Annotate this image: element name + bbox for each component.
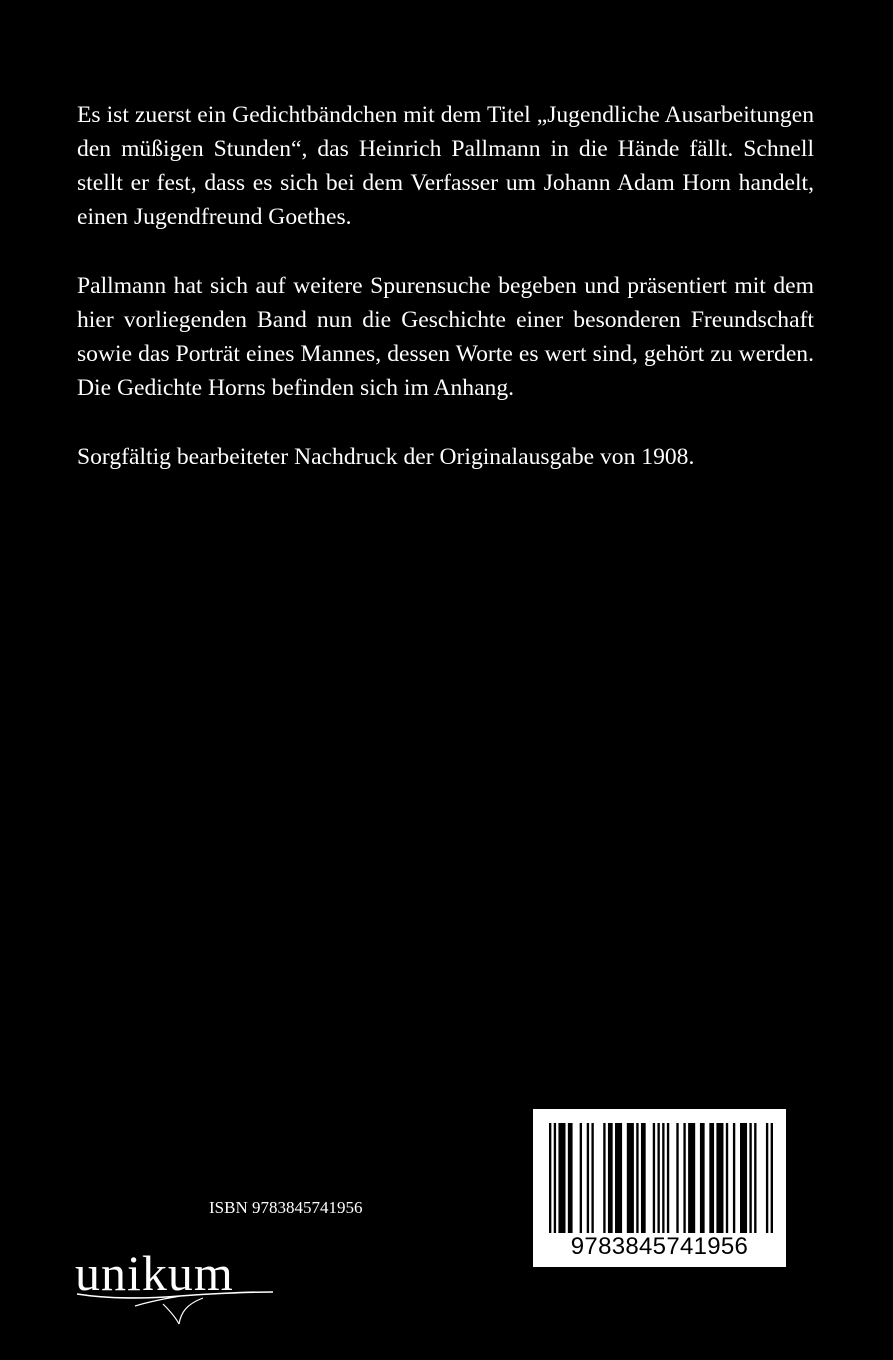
- barcode-bar: [587, 1123, 589, 1233]
- barcode-number: 9783845741956: [570, 1233, 749, 1260]
- barcode-bar: [627, 1123, 634, 1233]
- barcode-bar: [636, 1123, 638, 1233]
- barcode-bar: [688, 1123, 695, 1233]
- description-paragraph-3: Sorgfältig bearbeiteter Nachdruck der Originalausgabe von 1908.: [77, 444, 695, 470]
- barcode-bar: [568, 1123, 573, 1233]
- open-book-swoosh-icon: [75, 1282, 275, 1326]
- barcode-bars: [549, 1123, 773, 1233]
- barcode-bar: [549, 1123, 551, 1233]
- barcode-bar: [716, 1123, 723, 1233]
- barcode-bar: [608, 1123, 613, 1233]
- description-paragraph-2: Pallmann hat sich auf weitere Spurensuche begeben und präsentiert mit dem hier vorliegenden Band nun die Geschichte einer besonderen Freundschaft sowie das Porträt eines Mannes, dessen Worte es wert sind, gehört zu werden. Die Gedichte Horns befinden sich im Anhang.: [77, 273, 814, 401]
- barcode-bar: [667, 1123, 669, 1233]
- barcode-bar: [657, 1123, 659, 1233]
- publisher-logo: [75, 1245, 275, 1328]
- isbn-label: ISBN 9783845741956: [209, 1198, 363, 1217]
- barcode-bar: [653, 1123, 655, 1233]
- barcode-bar: [700, 1123, 705, 1233]
- barcode-bar: [726, 1123, 728, 1233]
- barcode-bar: [554, 1123, 556, 1233]
- back-cover-description: [77, 98, 814, 509]
- description-paragraph-1: Es ist zuerst ein Gedichtbändchen mit dem Titel „Jugendliche Ausarbeitungen den müßigen Stunden“, das Heinrich Pallmann in die Hände fällt. Schnell stellt er fest, dass es sich bei dem Verfasser um Johann Adam Horn handelt, einen Jugendfreund Goethes.: [77, 102, 814, 230]
- barcode-bar: [558, 1123, 565, 1233]
- barcode-bar: [662, 1123, 664, 1233]
- barcode-bar: [591, 1123, 593, 1233]
- barcode-bar: [603, 1123, 605, 1233]
- barcode-bar: [676, 1123, 678, 1233]
- isbn-barcode: [533, 1109, 786, 1267]
- barcode-bar: [641, 1123, 646, 1233]
- barcode-bar: [766, 1123, 768, 1233]
- barcode-bar: [771, 1123, 773, 1233]
- barcode-bar: [615, 1123, 622, 1233]
- barcode-bar: [580, 1123, 582, 1233]
- barcode-bar: [709, 1123, 714, 1233]
- barcode-bar: [754, 1123, 756, 1233]
- barcode-bar: [683, 1123, 685, 1233]
- barcode-bar: [740, 1123, 747, 1233]
- publisher-name: unikum: [75, 1245, 234, 1301]
- barcode-bar: [733, 1123, 735, 1233]
- barcode-bar: [749, 1123, 751, 1233]
